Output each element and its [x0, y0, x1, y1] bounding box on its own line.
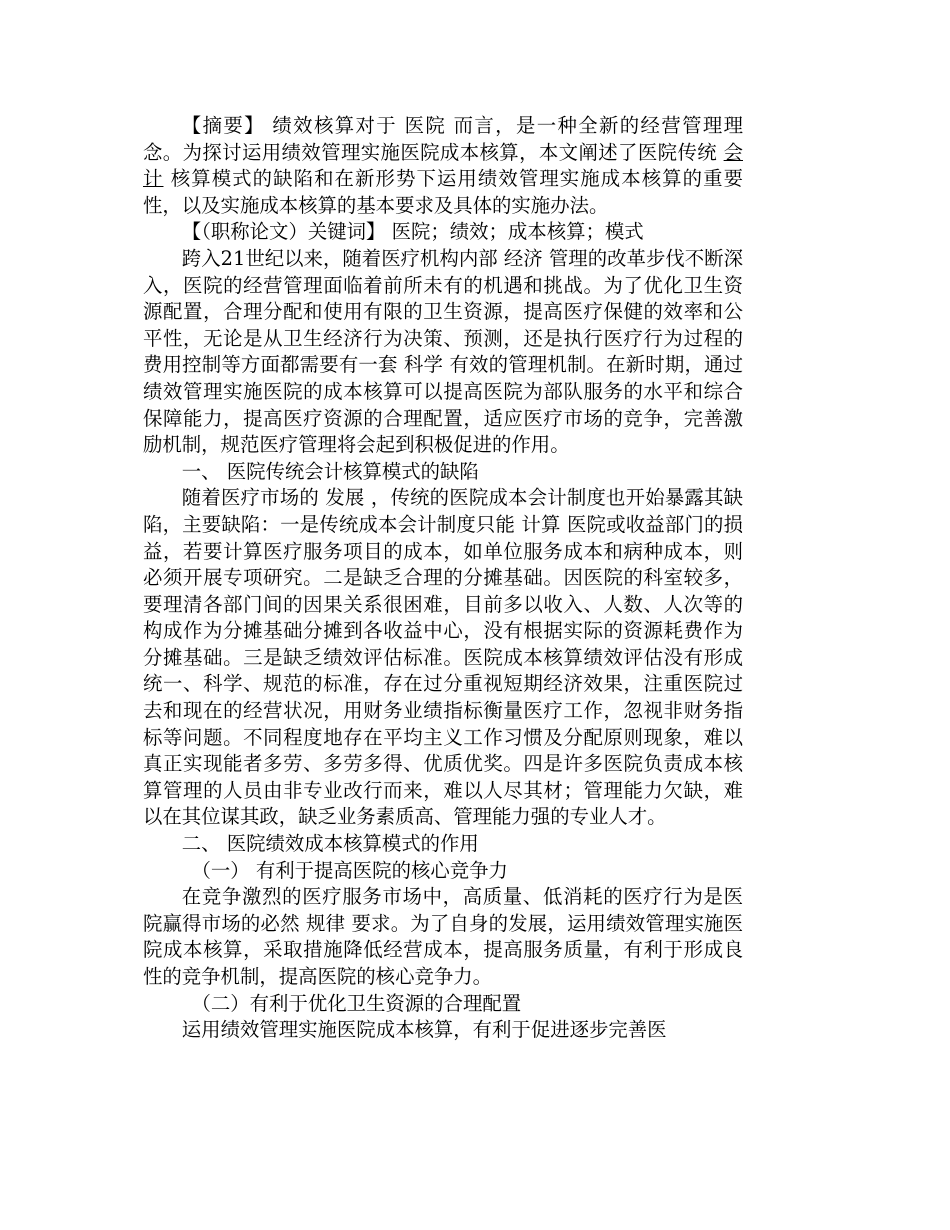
subsection1-heading: （一） 有利于提高医院的核心竞争力	[191, 858, 508, 882]
abstract-text: 核算模式的缺陷和在新形势下运用绩效管理实施成本核算的重要性，以及实施成本核算的基本要求及具体的实施办法。	[143, 167, 743, 217]
subsection2-paragraph: 运用绩效管理实施医院成本核算，有利于促进逐步完善医	[181, 1018, 667, 1042]
document-page	[143, 113, 743, 1044]
abstract-paragraph	[143, 113, 743, 219]
intro-paragraph: 跨入21世纪以来，随着医疗机构内部 经济 管理的改革步伐不断深入，医院的经营管理面临着前所未有的机遇和挑战。为了优化卫生资源配置，合理分配和使用有限的卫生资源，提高医疗保健的效率和公平性，无论是从卫生经济行为决策、预测，还是执行医疗行为过程的费用控制等方面都需要有一套 科学 有效的管理机制。在新时期，通过绩效管理实施医院的成本核算可以提高医院为部队服务的水平和综合保障能力，提高医疗资源的合理配置，适应医疗市场的竞争，完善激励机制，规范医疗管理将会起到积极促进的作用。	[143, 246, 743, 457]
keywords-text: 医院；绩效；成本核算；模式	[385, 220, 644, 244]
keywords-paragraph	[143, 219, 743, 246]
section1-heading: 一、 医院传统会计核算模式的缺陷	[181, 459, 479, 483]
hospital-link: 医院	[404, 114, 447, 137]
keywords-label: 【（职称论文）关键词】	[181, 220, 386, 244]
accounting-link[interactable]: 会计	[143, 140, 743, 191]
section1-paragraph: 随着医疗市场的 发展 ，传统的医院成本会计制度也开始暴露其缺陷，主要缺陷：一是传统成本会计制度只能 计算 医院或收益部门的损益，若要计算医疗服务项目的成本，如单位服务成本和病种成本，则必须开展专项研究。二是缺乏合理的分摊基础。因医院的科室较多，要理清各部门间的因果关系很困难，目前多以收入、人数、人次等的构成作为分摊基础分摊到各收益中心，没有根据实际的资源耗费作为分摊基础。三是缺乏绩效评估标准。医院成本核算绩效评估没有形成统一、科学、规范的标准，存在过分重视短期经济效果，注重医院过去和现在的经营状况，用财务业绩指标衡量医疗工作，忽视非财务指标等问题。不同程度地存在平均主义工作习惯及分配原则现象，难以真正实现能者多劳、多劳多得、优质优奖。四是许多医院负责成本核算管理的人员由非专业改行而来，难以人尽其材；管理能力欠缺，难以在其位谋其政，缺乏业务素质高、管理能力强的专业人才。	[143, 486, 743, 829]
abstract-text: 而言，是一种全新的经营管理理念。为探讨运用绩效管理实施医院成本核算，本文阐述了医院传统	[143, 114, 744, 164]
subsection2-heading: （二）有利于优化卫生资源的合理配置	[191, 991, 522, 1015]
abstract-text: 绩效核算对于	[264, 114, 405, 137]
abstract-label: 【摘要】	[181, 114, 265, 137]
section2-heading: 二、 医院绩效成本核算模式的作用	[181, 832, 479, 856]
subsection1-paragraph: 在竞争激烈的医疗服务市场中，高质量、低消耗的医疗行为是医院赢得市场的必然 规律 要求。为了自身的发展，运用绩效管理实施医院成本核算，采取措施降低经营成本，提高服务质量，有利于形成良性的竞争机制，提高医院的核心竞争力。	[143, 885, 743, 988]
